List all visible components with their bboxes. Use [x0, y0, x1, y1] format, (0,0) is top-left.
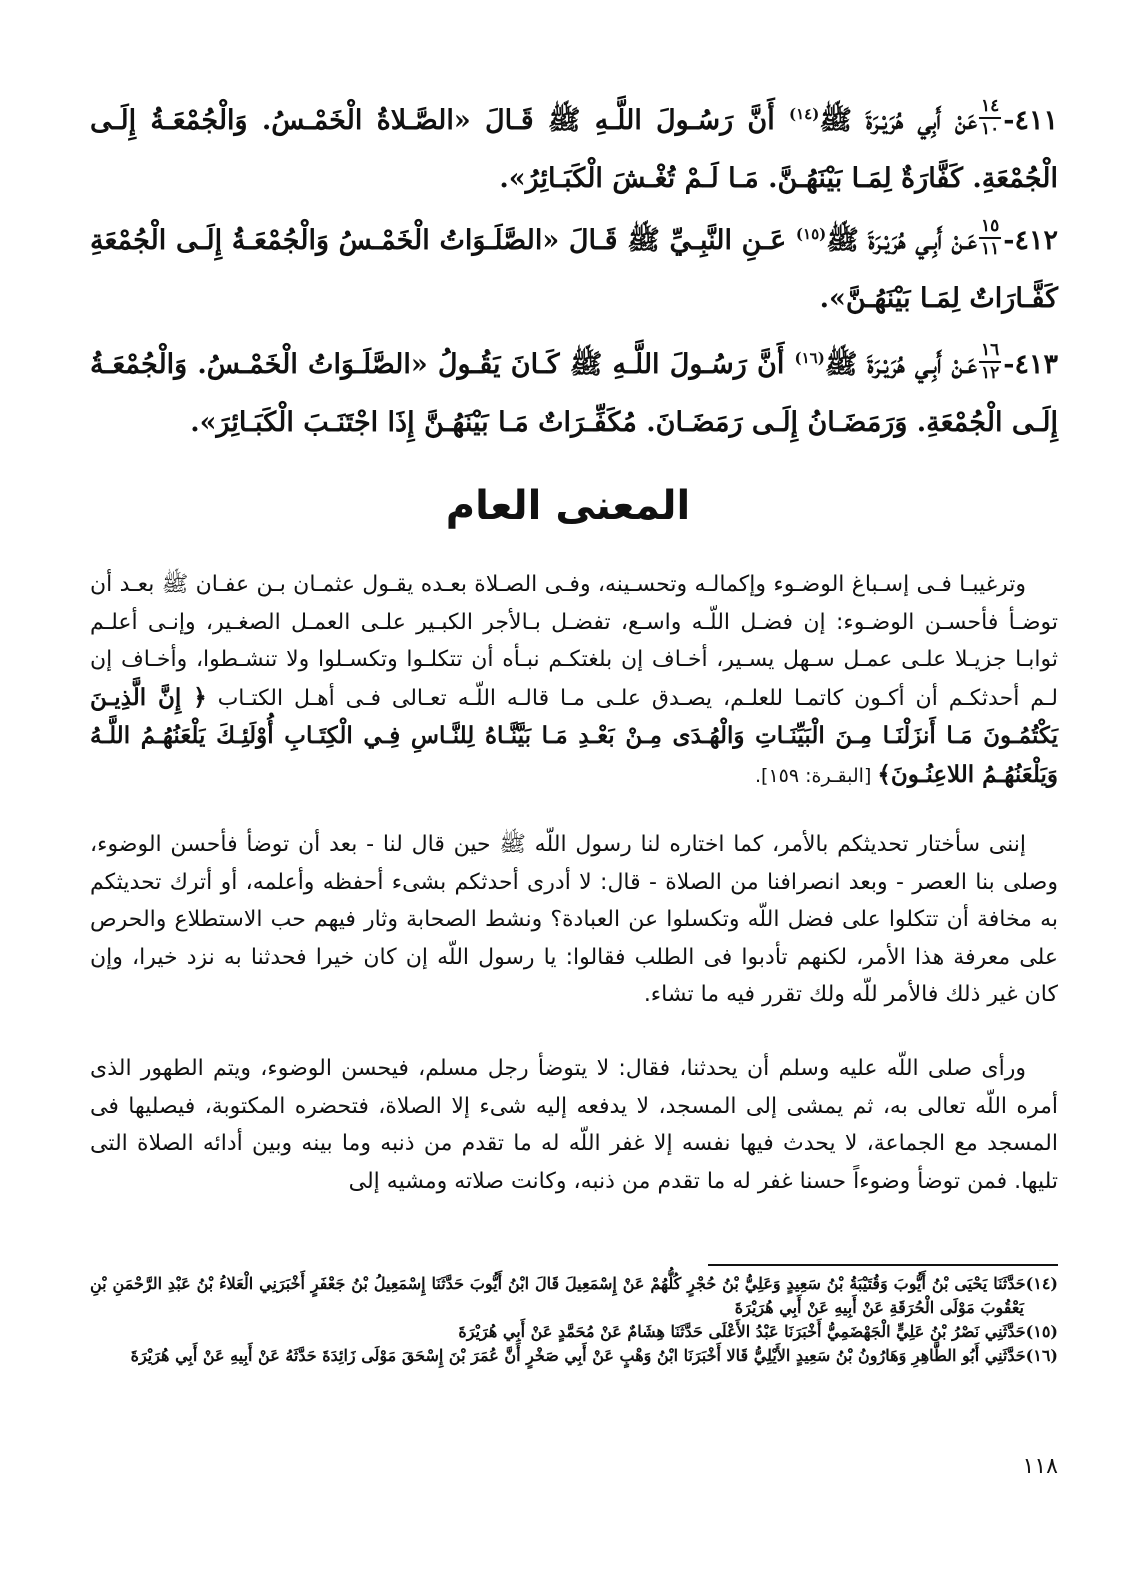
paragraph-text: إننى سأختار تحديثكم بالأمر، كما اختاره لنا رسول اللّه ﷺ حين قال لنا - بعد أن توضأ فأحسن الوضوء، وصلى بنا العصر - وبعد انصرافنا من الصلاة - قال: لا أدرى أحدثكم بشىء أحفظه وأعلمه، أو أترك تحديثكم به مخافة أن تتكلوا على فضل اللّه وتكسلوا عن العبادة؟ ونشط الصحابة وثار فيهم حب الاستطلاع والحرص على معرفة هذا الأمر، لكنهم تأدبوا فى الطلب فقالوا: يا رسول اللّه إن كان خيرا فحدثنا به نزد خيرا، وإن كان غير ذلك فالأمر للّه ولك تقرر فيه ما تشاء.: [90, 832, 1058, 1007]
hadith-text: عَـنِ النَّبِـيِّ ﷺ قَـالَ «الصَّلَـوَاتُ الْخَمْـسُ وَالْجُمْعَـةُ إِلَـى الْجُمْعَةِ كَفَّـارَاتٌ لِمَـا بَيْنَهُـنَّ».: [90, 225, 1058, 314]
hadith-fraction-index: $\frac{١٤}{١٠}$: [981, 95, 1000, 139]
footnote-ref: (١٦): [794, 349, 825, 367]
footnotes: [90, 1272, 1058, 1368]
hadith-number: ٤١٣-: [1003, 349, 1058, 380]
footnote-ref: (١٤): [789, 105, 820, 123]
hadith-number: ٤١١-: [1003, 105, 1059, 136]
hadith-413: [90, 336, 1058, 452]
hadith-fraction-index: $\frac{١٦}{١٢}$: [981, 339, 1000, 383]
paragraph-2: [90, 826, 1058, 1014]
footnote-ref: (١٥): [795, 225, 827, 243]
hadith-text: أَنَّ رَسُـولَ اللَّـهِ ﷺ كَـانَ يَقُـولُ «الصَّلَـوَاتُ الْخَمْـسُ. وَالْجُمْعَـةُ إِلَـى الْجُمْعَةِ. وَرَمَضَـانُ إِلَـى رَمَضَـانَ. مُكَفِّـرَاتٌ مَـا بَيْنَهُـنَّ إِذَا اجْتَنَـبَ الْكَبَـائِرَ».: [90, 349, 1058, 438]
hadith-text: عَـنْ أَبِـي هُرَيْـرَةَ ﷺ: [826, 225, 977, 256]
verse-reference: [البقـرة: ١٥٩].: [755, 764, 878, 787]
quran-verse: ﴿ إِنَّ الَّذِيـنَ يَكْتُمُـونَ مَـا أَنزَلْنَـا مِـنَ الْبَيِّنَـاتِ وَالْهُـدَى مِـنْ بَعْـدِ مَـا بَيَّنَّـاهُ لِلنَّـاسِ فِـي الْكِتَـابِ أُوْلَئِـكَ يَلْعَنُهُـمُ اللَّـهُ وَيَلْعَنُهُـمُ اللاعِنُـونَ﴾: [90, 683, 1058, 788]
footnote-15: (١٥)حَدَّثَنِي نَصْرُ بْنُ عَلِيٍّ الْجَهْضَمِيُّ أَخْبَرَنَا عَبْدُ الأَعْلَى حَدَّثَنَا هِشَامٌ عَنْ مُحَمَّدٍ عَنْ أَبِي هُرَيْرَةَ: [458, 1322, 1058, 1341]
paragraph-text: وترغيبـا فـى إسـباغ الوضـوء وإكمالـه وتحسـينه، وفـى الصـلاة بعـده يقـول عثمـان بـن عفـان ﷺ بعـد أن توضـأ فأحسـن الوضـوء: إن فضـل اللّـه واسـع، تفضـل بـالأجر الكبـير علـى العمـل الصغـير، وإنـى أعلـم ثوابـا جزيـلا علـى عمـل سـهل يسـير، أخـاف إن بلغتكـم نبـأه أن تتكلـوا وتكسـلوا ولا تنشـطوا، وأخـاف إن لـم أحدثكـم أن أكـون كاتمـا للعلـم، يصـدق علـى مـا قالـه اللّـه تعـالى فـى أهـل الكتـاب: [90, 572, 1059, 711]
footnote-14: (١٤)حَدَّثَنَا يَحْيَى بْنُ أَيُّوبَ وَقُتَيْبَةُ بْنُ سَعِيدٍ وَعَلِيُّ بْنُ حُجْرٍ كُلُّهُمْ عَنْ إِسْمَعِيلَ قَالَ ابْنُ أَيُّوبَ حَدَّثَنَا إِسْمَعِيلُ بْنُ جَعْفَرٍ أَخْبَرَنِي الْعَلاءُ بْنُ عَبْدِ الرَّحْمَنِ بْنِ يَعْقُوبَ مَوْلَى الْحُرَقَةِ عَنْ أَبِيهِ عَنْ أَبِي هُرَيْرَةَ: [90, 1274, 1058, 1317]
hadith-text: أَنَّ رَسُـولَ اللَّـهِ ﷺ قَـالَ «الصَّـلاةُ الْخَمْـسُ. وَالْجُمْعَـةُ إِلَـى الْجُمْعَةِ. كَفَّارَةٌ لِمَـا بَيْنَهُـنَّ. مَـا لَـمْ تُغْـشَ الْكَبَـائِرُ».: [90, 105, 1058, 194]
section-title: المعنى العام: [445, 483, 691, 529]
hadith-412: [90, 212, 1058, 328]
paragraph-3: [90, 1050, 1058, 1200]
hadith-fraction-index: $\frac{١٥}{١١}$: [981, 215, 1000, 259]
hadith-text: عَـنْ أَبِـي هُرَيْـرَةَ ﷺ: [824, 349, 977, 380]
hadith-text: عَنْ أَبِي هُرَيْـرَةَ ﷺ: [819, 105, 978, 136]
page-number: ١١٨: [1022, 1454, 1058, 1479]
paragraph-1: [90, 566, 1058, 795]
hadith-number: ٤١٢-: [1003, 225, 1058, 256]
footnote-divider: [708, 1264, 1058, 1266]
footnote-16: (١٦)حَدَّثَنِي أَبُو الطَّاهِرِ وَهَارُونُ بْنُ سَعِيدٍ الأَيْلِيُّ قَالا أَخْبَرَنَا ابْنُ وَهْبٍ عَنْ أَبِي صَخْرٍ أَنَّ عُمَرَ بْنَ إِسْحَقَ مَوْلَى زَائِدَةَ حَدَّثَهُ عَنْ أَبِيهِ عَنْ أَبِي هُرَيْرَةَ: [130, 1346, 1058, 1365]
hadith-411: [90, 92, 1058, 208]
paragraph-text: ورأى صلى اللّه عليه وسلم أن يحدثنا، فقال: لا يتوضأ رجل مسلم، فيحسن الوضوء، ويتم الطهور الذى أمره اللّه تعالى به، ثم يمشى إلى المسجد، لا يدفعه إليه شىء إلا الصلاة، فتحضره المكتوبة، فيصليها فى المسجد مع الجماعة، لا يحدث فيها نفسه إلا غفر اللّه له ما تقدم من ذنبه وما بينه وبين أدائه الصلاة التى تليها. فمن توضأ وضوءاً حسنا غفر له ما تقدم من ذنبه، وكانت صلاته ومشيه إلى: [90, 1056, 1058, 1194]
